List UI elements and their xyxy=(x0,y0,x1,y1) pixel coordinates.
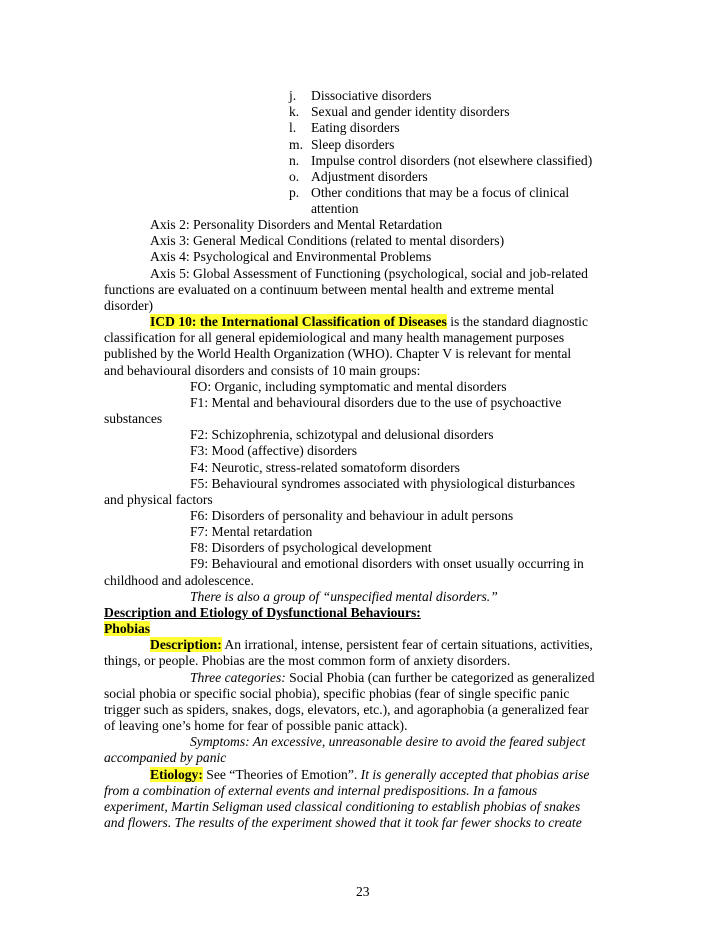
group-f0: FO: Organic, including symptomatic and mental disorders xyxy=(190,379,507,394)
group-f7: F7: Mental retardation xyxy=(190,524,313,539)
list-letter: l. xyxy=(289,120,297,135)
group-f3: F3: Mood (affective) disorders xyxy=(190,443,357,458)
list-text: Impulse control disorders (not elsewhere classified) xyxy=(311,153,593,168)
group-f8: F8: Disorders of psychological development xyxy=(190,540,432,555)
categories-line: social phobia or specific social phobia), specific phobias (fear of single specific panic xyxy=(104,686,570,701)
list-letter: n. xyxy=(289,153,300,168)
group-f4: F4: Neurotic, stress-related somatoform disorders xyxy=(190,460,460,475)
list-letter: k. xyxy=(289,104,300,119)
icd-paragraph-line: classification for all general epidemiological and many health management purposes xyxy=(104,330,565,345)
description-line: things, or people. Phobias are the most common form of anxiety disorders. xyxy=(104,653,511,668)
axis-5-line: disorder) xyxy=(104,298,154,313)
list-text: Eating disorders xyxy=(311,120,400,135)
categories-line: of leaving one’s home for fear of possible panic attack). xyxy=(104,718,408,733)
list-text: Adjustment disorders xyxy=(311,169,428,184)
categories-line: trigger such as spiders, snakes, dogs, elevators, etc.), and agoraphobia (a generalized fear xyxy=(104,702,589,717)
list-item-n xyxy=(289,153,592,169)
etiology-italic-text: It is generally accepted that phobias arise xyxy=(360,767,590,782)
description-text: An irrational, intense, persistent fear of certain situations, activities, xyxy=(221,637,593,652)
list-item-l xyxy=(289,120,400,136)
etiology-line xyxy=(150,767,589,783)
group-f6: F6: Disorders of personality and behaviour in adult persons xyxy=(190,508,514,523)
icd-paragraph-line: and behavioural disorders and consists of 10 main groups: xyxy=(104,363,421,378)
icd-paragraph-line xyxy=(150,314,588,330)
group-f5: F5: Behavioural syndromes associated with physiological disturbances xyxy=(190,476,576,491)
list-item-p-continuation: attention xyxy=(311,201,359,216)
phobias-heading-line xyxy=(104,621,150,637)
list-item-k xyxy=(289,104,510,120)
etiology-line: experiment, Martin Seligman used classical conditioning to establish phobias of snakes xyxy=(104,799,581,814)
categories-line xyxy=(190,670,595,686)
categories-text: Social Phobia (can further be categorized as generalized xyxy=(285,670,595,685)
axis-5-line: functions are evaluated on a continuum between mental health and extreme mental xyxy=(104,282,555,297)
description-label: Description: xyxy=(150,637,222,652)
list-item-p xyxy=(289,185,569,201)
list-item-j xyxy=(289,88,431,104)
group-f9: F9: Behavioural and emotional disorders with onset usually occurring in xyxy=(190,556,584,571)
etiology-line: and flowers. The results of the experiment showed that it took far fewer shocks to create xyxy=(104,815,582,830)
phobias-heading: Phobias xyxy=(104,621,151,636)
list-item-m xyxy=(289,137,394,153)
list-text: Sexual and gender identity disorders xyxy=(311,104,510,119)
page-number: 23 xyxy=(356,884,370,899)
list-letter: m. xyxy=(289,137,303,152)
list-text: Sleep disorders xyxy=(311,137,395,152)
group-f2: F2: Schizophrenia, schizotypal and delusional disorders xyxy=(190,427,494,442)
icd-text: is the standard diagnostic xyxy=(446,314,588,329)
etiology-label: Etiology: xyxy=(150,767,203,782)
section-heading: Description and Etiology of Dysfunctional Behaviours: xyxy=(104,605,421,620)
list-letter: j. xyxy=(289,88,297,103)
icd-paragraph-line: published by the World Health Organization (WHO). Chapter V is relevant for mental xyxy=(104,346,572,361)
symptoms-line: accompanied by panic xyxy=(104,750,227,765)
axis-2: Axis 2: Personality Disorders and Mental Retardation xyxy=(150,217,443,232)
list-letter: o. xyxy=(289,169,300,184)
axis-3: Axis 3: General Medical Conditions (related to mental disorders) xyxy=(150,233,505,248)
etiology-line: from a combination of external events and internal predispositions. In a famous xyxy=(104,783,538,798)
axis-5-line: Axis 5: Global Assessment of Functioning (psychological, social and job-related xyxy=(150,266,588,281)
list-item-o xyxy=(289,169,428,185)
description-line xyxy=(150,637,593,653)
group-f1-continuation: substances xyxy=(104,411,163,426)
list-text: Other conditions that may be a focus of clinical xyxy=(311,185,570,200)
etiology-text: See “Theories of Emotion”. xyxy=(202,767,361,782)
list-text: Dissociative disorders xyxy=(311,88,432,103)
icd-title: ICD 10: the International Classification of Diseases xyxy=(150,314,447,329)
group-f5-continuation: and physical factors xyxy=(104,492,213,507)
symptoms-line: Symptoms: An excessive, unreasonable desire to avoid the feared subject xyxy=(190,734,586,749)
categories-label: Three categories: xyxy=(190,670,286,685)
group-f1: F1: Mental and behavioural disorders due to the use of psychoactive xyxy=(190,395,562,410)
axis-4: Axis 4: Psychological and Environmental Problems xyxy=(150,249,432,264)
unspecified-note: There is also a group of “unspecified mental disorders.” xyxy=(190,589,498,604)
group-f9-continuation: childhood and adolescence. xyxy=(104,573,254,588)
list-letter: p. xyxy=(289,185,300,200)
